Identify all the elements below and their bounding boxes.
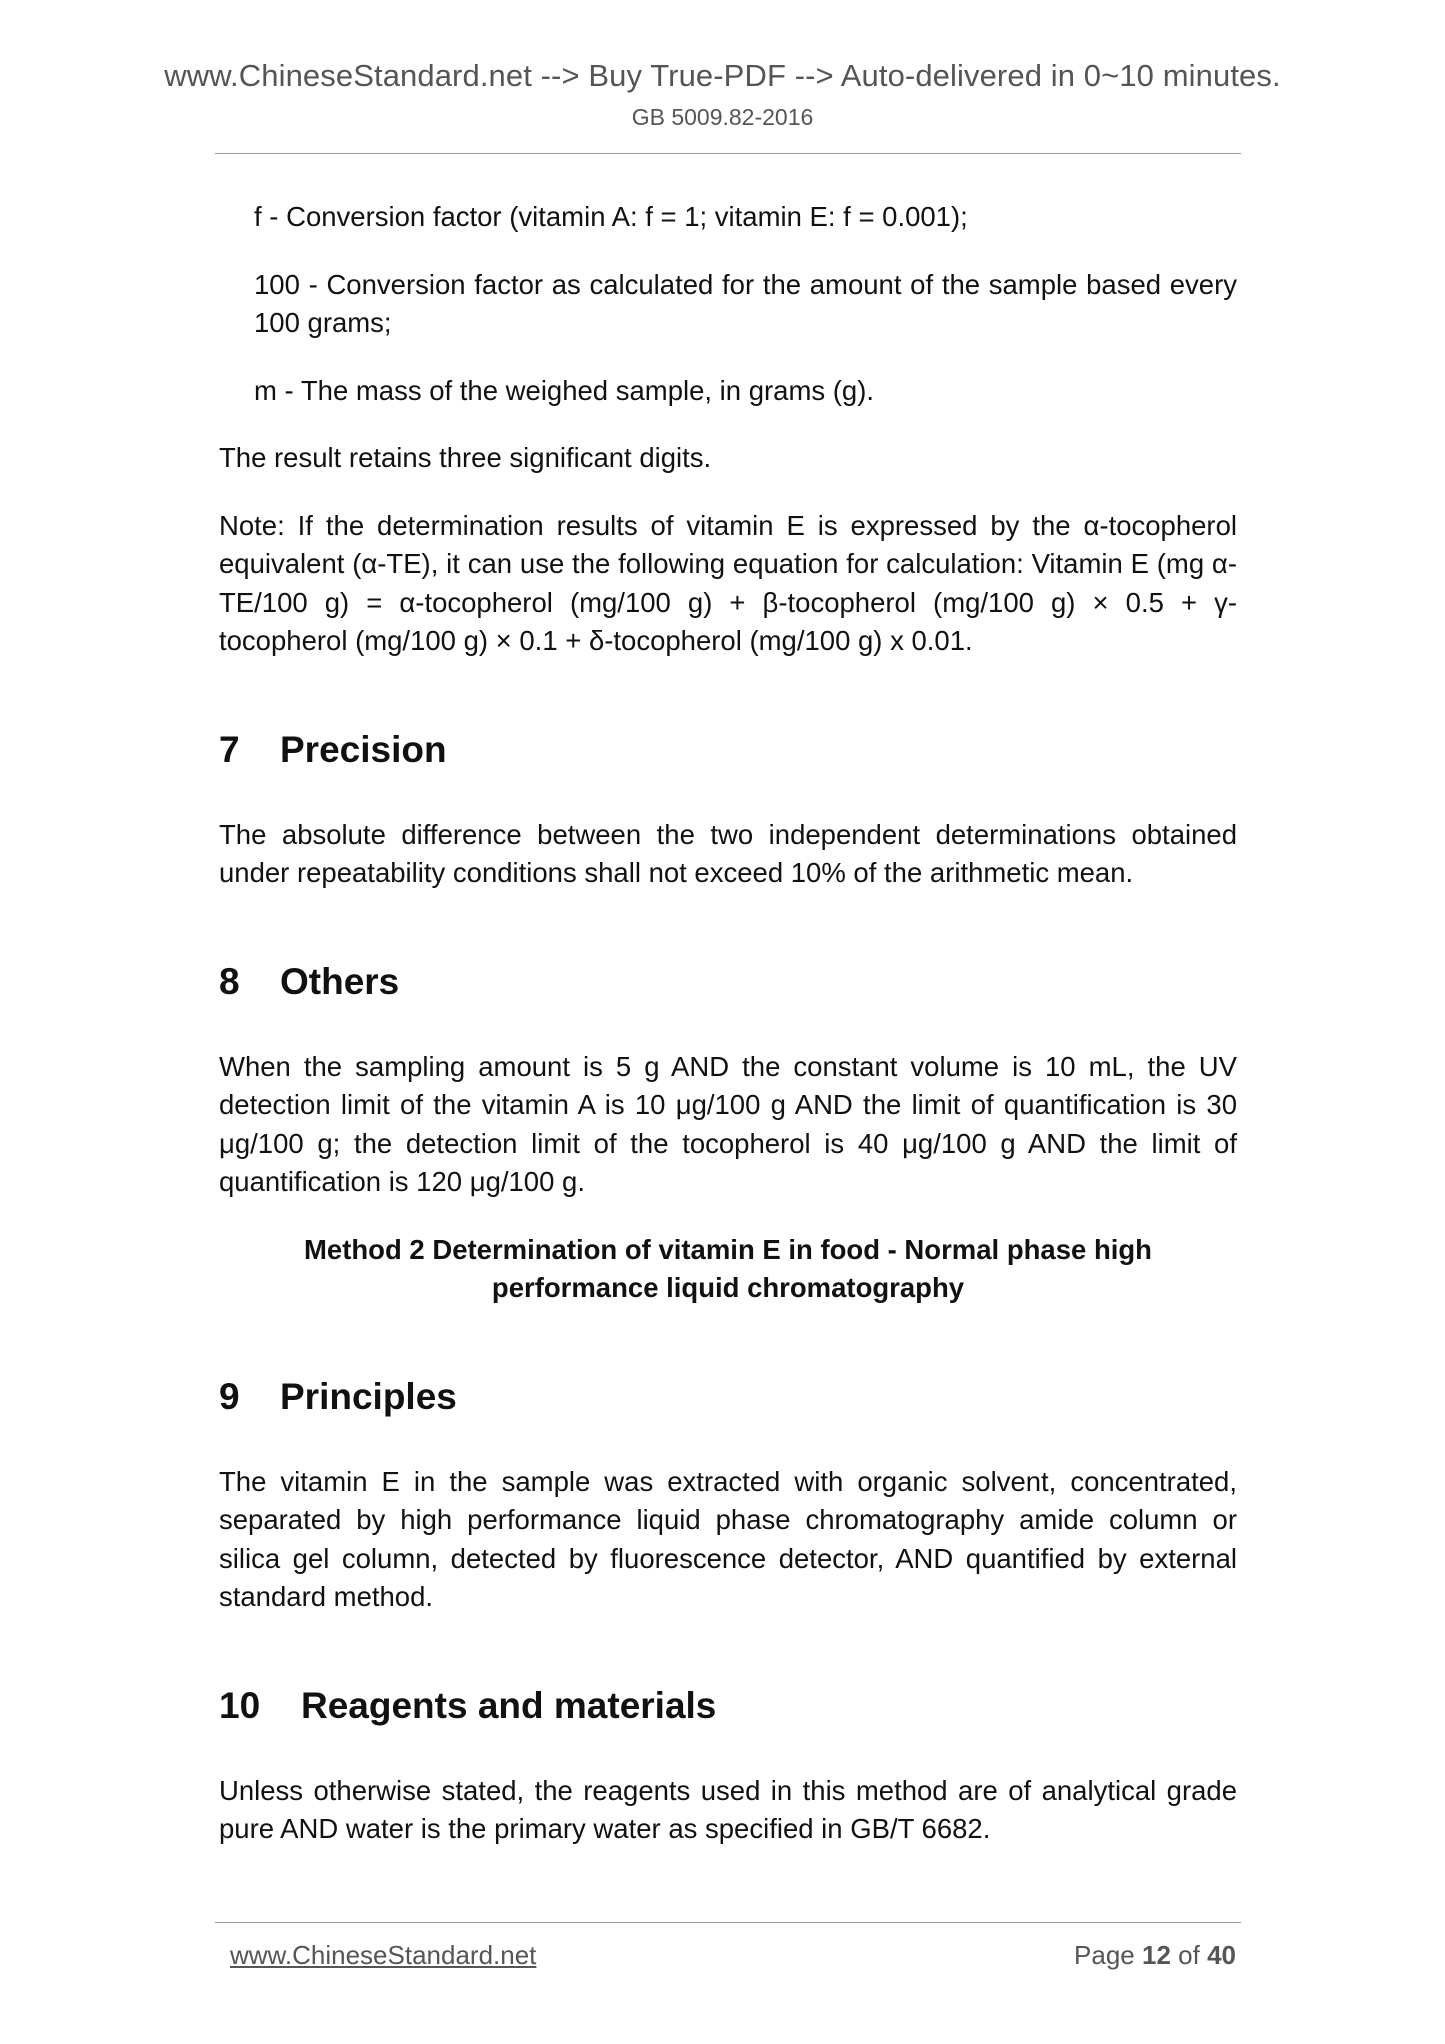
others-paragraph: When the sampling amount is 5 g AND the constant volume is 10 mL, the UV detection limit of the vitamin A is 10 μg/100 g AND the limit of quantification is 30 μg/100 g; the detection limit of the tocopherol is 40 μg/100 g AND the limit of quantification is 120 μg/100 g. — [219, 1050, 1237, 1197]
document-id: GB 5009.82-2016 — [631, 104, 814, 130]
section-heading-others — [219, 960, 1237, 1004]
section-title: Reagents and materials — [301, 1684, 717, 1726]
section-number: 10 — [219, 1684, 261, 1726]
section-heading-reagents — [219, 1684, 1237, 1728]
section-heading-precision — [219, 728, 1237, 772]
definition-f: f - Conversion factor (vitamin A: f = 1; vitamin E: f = 0.001); — [254, 201, 968, 232]
note-paragraph: Note: If the determination results of vitamin E is expressed by the α-tocopherol equivalent (α-TE), it can use the following equation for calculation: Vitamin E (mg α-TE/100 g) = α-tocopherol (mg/100 g) + β-tocopherol (mg/100 g) × 0.5 + γ-tocopherol (mg/100 g) × 0.1 + δ-tocopherol (mg/100 g) x 0.01. — [219, 509, 1237, 656]
page-current: 12 — [1142, 1940, 1171, 1970]
page-total: 40 — [1207, 1940, 1236, 1970]
method-title-line2: performance liquid chromatography — [491, 1272, 965, 1303]
section-title: Others — [280, 960, 400, 1002]
footer-site-link[interactable]: www.ChineseStandard.net — [230, 1940, 537, 1970]
section-number: 9 — [219, 1375, 240, 1417]
method-title-line1: Method 2 Determination of vitamin E in food - Normal phase high — [304, 1233, 1152, 1265]
section-title: Principles — [280, 1375, 457, 1417]
footer-divider — [215, 1922, 1241, 1923]
result-statement: The result retains three significant digits. — [219, 442, 712, 473]
section-number: 7 — [219, 728, 240, 770]
section-title: Precision — [280, 728, 447, 770]
principles-paragraph: The vitamin E in the sample was extracted with organic solvent, concentrated, separated by high performance liquid phase chromatography amide column or silica gel column, detected by fluorescence detector, AND quantified by external standard method. — [219, 1465, 1237, 1612]
header-banner: www.ChineseStandard.net --> Buy True-PDF --> Auto-delivered in 0~10 minutes. — [164, 58, 1281, 93]
reagents-paragraph: Unless otherwise stated, the reagents used in this method are of analytical grade pure AND water is the primary water as specified in GB/T 6682. — [219, 1774, 1237, 1844]
section-heading-principles — [219, 1375, 1237, 1419]
page-content — [219, 198, 1237, 1849]
definition-100: 100 - Conversion factor as calculated for the amount of the sample based every 100 grams; — [254, 268, 1237, 338]
page-of-label: of — [1178, 1940, 1200, 1970]
definition-m: m - The mass of the weighed sample, in grams (g). — [254, 374, 875, 406]
page-label: Page — [1074, 1940, 1135, 1970]
header-divider — [215, 153, 1241, 154]
section-number: 8 — [219, 960, 240, 1002]
page-number — [1074, 1940, 1236, 1971]
precision-paragraph: The absolute difference between the two independent determinations obtained under repeatability conditions shall not exceed 10% of the arithmetic mean. — [219, 818, 1237, 888]
